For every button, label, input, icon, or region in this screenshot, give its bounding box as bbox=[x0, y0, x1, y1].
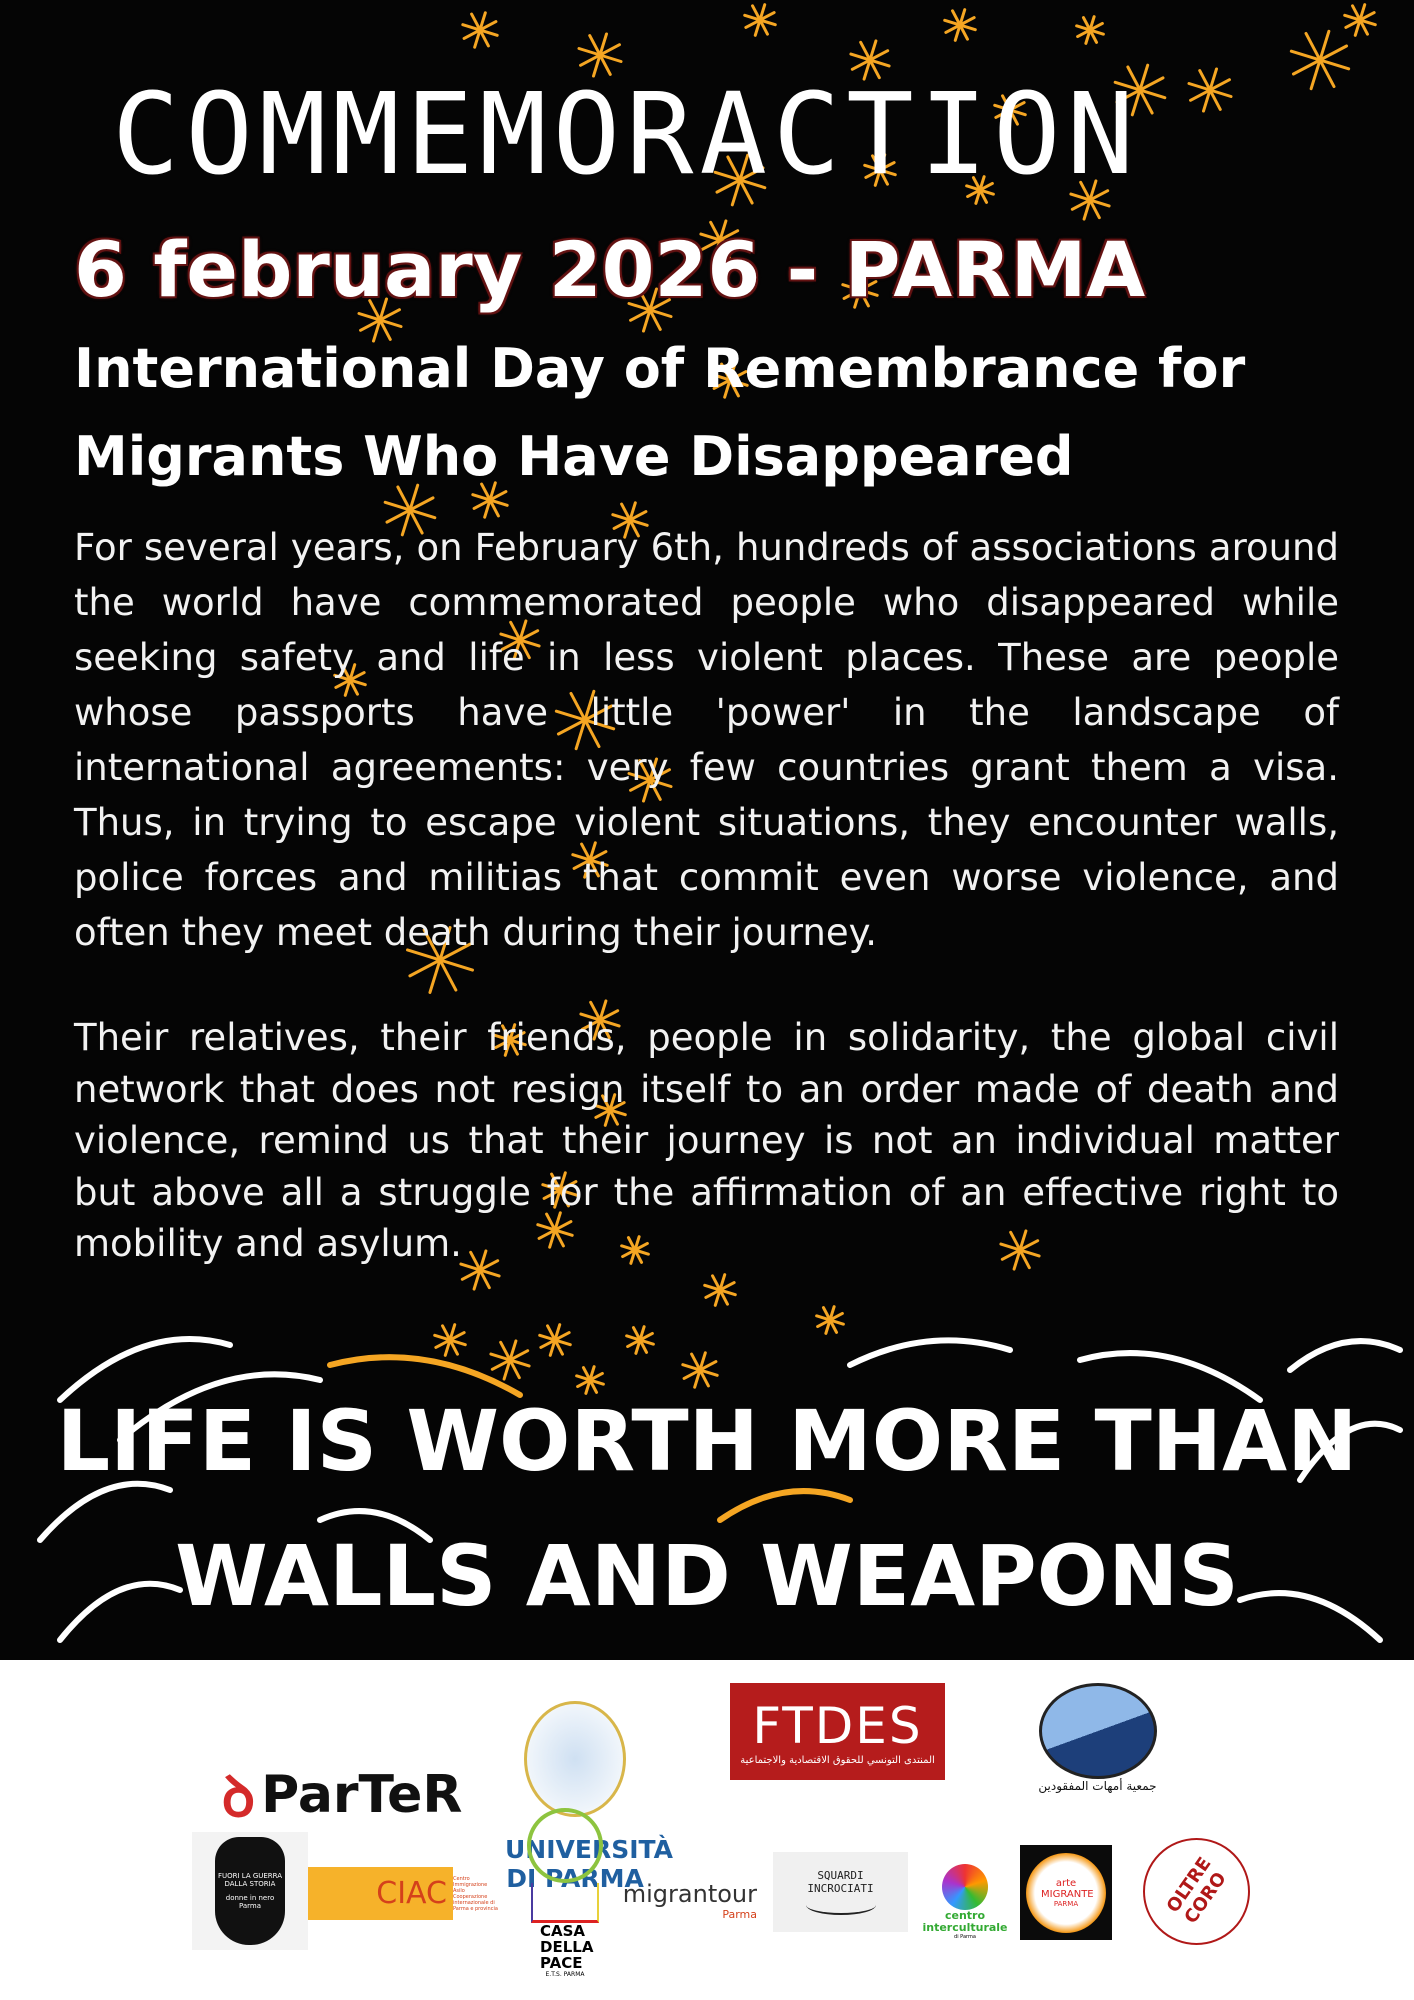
date-location: 6 february 2026 - PARMA bbox=[74, 225, 1146, 314]
paragraph-2: Their relatives, their friends, people in solidarity, the global civil network that does not resign itself to an order made of death and violence, remind us that their journey is not an individual matter but above all a struggle for the affirmation of an effective right to mobility and asylum. bbox=[74, 1016, 1339, 1265]
hamsa-hand-icon: FUORI LA GUERRA DALLA STORIA donne in nero Parma bbox=[215, 1837, 285, 1945]
paragraph-1: For several years, on February 6th, hundreds of associations around the world have commemorated people who disappeared while seeking safety and life in less violent places. These are people whose passports have little 'power' in the landscape of international agreements: very few countries grant them a visa. Thus, in trying to escape violent situations, they encounter walls, police forces and militias that commit even worse violence, and often they meet death during their journey. bbox=[74, 526, 1339, 954]
poster-title: COMMEMORACTION bbox=[112, 70, 1141, 200]
logo-oltre-coro: OLTRE CORO bbox=[1143, 1838, 1250, 1945]
logo-universita-parma: UNIVERSITÀ DI PARMA bbox=[495, 1672, 655, 1922]
boat-stars-emblem-icon bbox=[1039, 1683, 1157, 1779]
logo-mothers-association: جمعية أمهات المفقودين bbox=[1030, 1680, 1165, 1795]
logo-parter: ꝺ ParTeR bbox=[212, 1740, 472, 1850]
colorful-tree-icon bbox=[942, 1864, 988, 1910]
star-icon bbox=[1077, 17, 1104, 44]
logo-casa-della-pace: CASA DELLA PACE E.T.S. PARMA bbox=[520, 1808, 610, 1978]
logo-sguardi-incrociati: SQUARDI INCROCIATI bbox=[773, 1852, 908, 1932]
star-icon bbox=[463, 13, 497, 47]
logo-arte-migrante: arte MIGRANTE PARMA bbox=[1020, 1845, 1112, 1940]
logo-centro-interculturale: centro interculturale di Parma bbox=[930, 1840, 1000, 1940]
brush-streak bbox=[1290, 1341, 1400, 1370]
subtitle: International Day of Remembrance for Migrants Who Have Disappeared bbox=[74, 337, 1246, 488]
star-icon bbox=[1189, 69, 1231, 111]
star-icon bbox=[540, 1325, 571, 1356]
star-icon bbox=[1291, 31, 1348, 88]
star-icon bbox=[745, 5, 776, 36]
logo-migrantour: migrantour Parma bbox=[622, 1879, 757, 1921]
star-icon bbox=[945, 10, 976, 41]
peace-sign-icon bbox=[527, 1808, 603, 1883]
star-icon bbox=[817, 1307, 844, 1334]
slogan: LIFE IS WORTH MORE THAN WALLS AND WEAPONS bbox=[56, 1392, 1358, 1625]
star-icon bbox=[705, 1275, 736, 1306]
university-seal-icon bbox=[524, 1701, 626, 1817]
bow-arc-icon bbox=[806, 1895, 876, 1915]
parter-mark-icon: ꝺ bbox=[221, 1765, 256, 1830]
logo-donne-in-nero bbox=[192, 1832, 308, 1950]
brush-streak bbox=[850, 1340, 1010, 1365]
star-icon bbox=[435, 1325, 466, 1356]
logo-ftdes: FTDES المنتدى التونسي للحقوق الاقتصادية والاجتماعية bbox=[730, 1683, 945, 1780]
star-icon bbox=[1345, 5, 1376, 36]
logo-ciac: CIAC Centro Immigrazione Asilo Cooperazione internazionale di Parma e provincia bbox=[308, 1867, 498, 1920]
star-icon bbox=[627, 1327, 654, 1354]
